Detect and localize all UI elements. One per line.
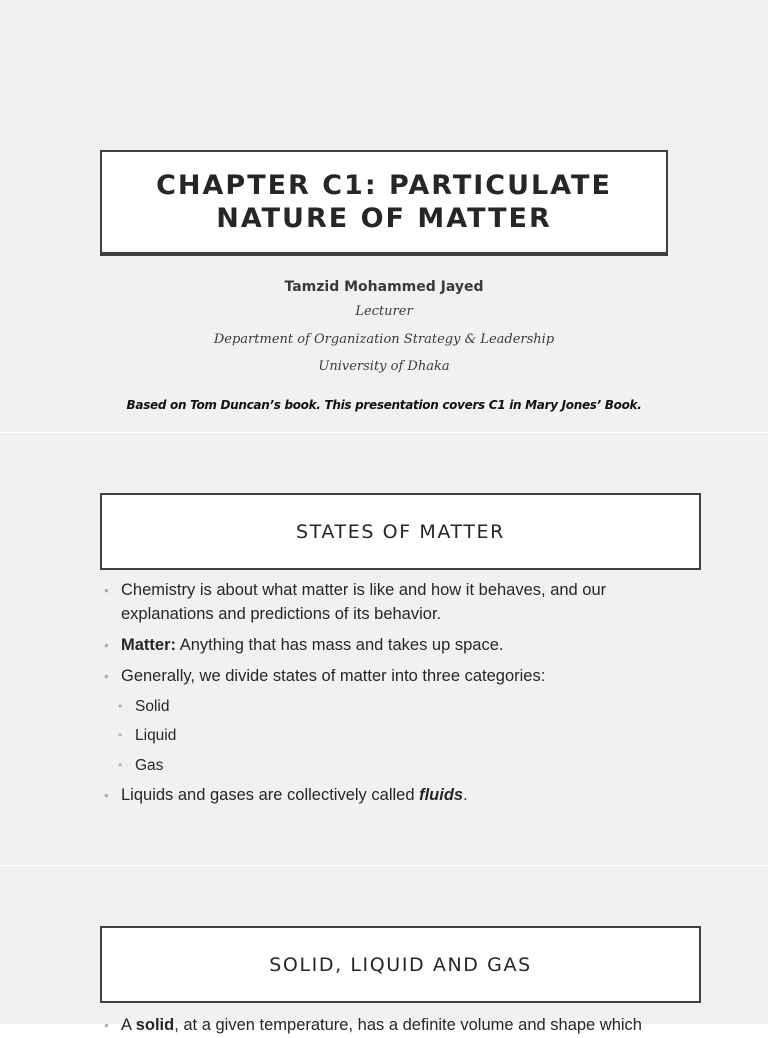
author-role: Lecturer [355,304,413,319]
section-title: SOLID, LIQUID AND GAS [269,953,532,976]
chapter-title-line-2: NATURE OF MATTER [216,203,552,234]
sub-list-item [118,755,664,776]
sub-item-liquid: Liquid [135,727,177,744]
bullet-text-rest: , at a given temperature, has a definite volume and shape which [174,1016,642,1034]
author-block [0,276,768,381]
bullet-list [104,866,664,1034]
chapter-title-box [100,150,668,256]
source-note: Based on Tom Duncan’s book. This presentation covers C1 in Mary Jones’ Book. [126,398,642,412]
author-name: Tamzid Mohammed Jayed [284,279,484,295]
title-slide [0,0,768,432]
sub-list-item [118,696,664,717]
solid-liquid-gas-slide [0,866,768,1034]
chapter-title-line-1: CHAPTER C1: PARTICULATE [156,170,612,201]
list-item [104,1014,642,1038]
bullet-emphasis: fluids [419,786,464,804]
bullet-text-end: . [463,786,468,804]
bullet-text: Liquids and gases are collectively called [121,786,420,804]
sub-item-solid: Solid [135,697,170,715]
bullet-list [104,579,664,815]
list-item [104,634,664,658]
section-title: STATES OF MATTER [296,520,505,543]
bullet-term: solid [135,1016,175,1034]
list-item [104,665,664,689]
bullet-text: Generally, we divide states of matter into three categories: [121,666,546,685]
states-of-matter-slide [0,433,768,865]
bullet-text: Chemistry is about what matter is like and how it behaves, and our explanations and predictions of its behavior. [121,581,607,623]
bullet-text: Anything that has mass and takes up space. [176,635,504,654]
sub-item-gas: Gas [135,756,164,774]
bullet-term: Matter: [121,635,177,654]
chapter-title [156,169,612,235]
bullet-text: A [121,1016,136,1034]
list-item [104,784,664,808]
list-item [104,579,664,626]
author-department: Department of Organization Strategy & Leadership [213,331,555,347]
section-title-box [100,493,701,570]
author-university: University of Dhaka [318,359,450,374]
sub-list-item [118,725,664,746]
